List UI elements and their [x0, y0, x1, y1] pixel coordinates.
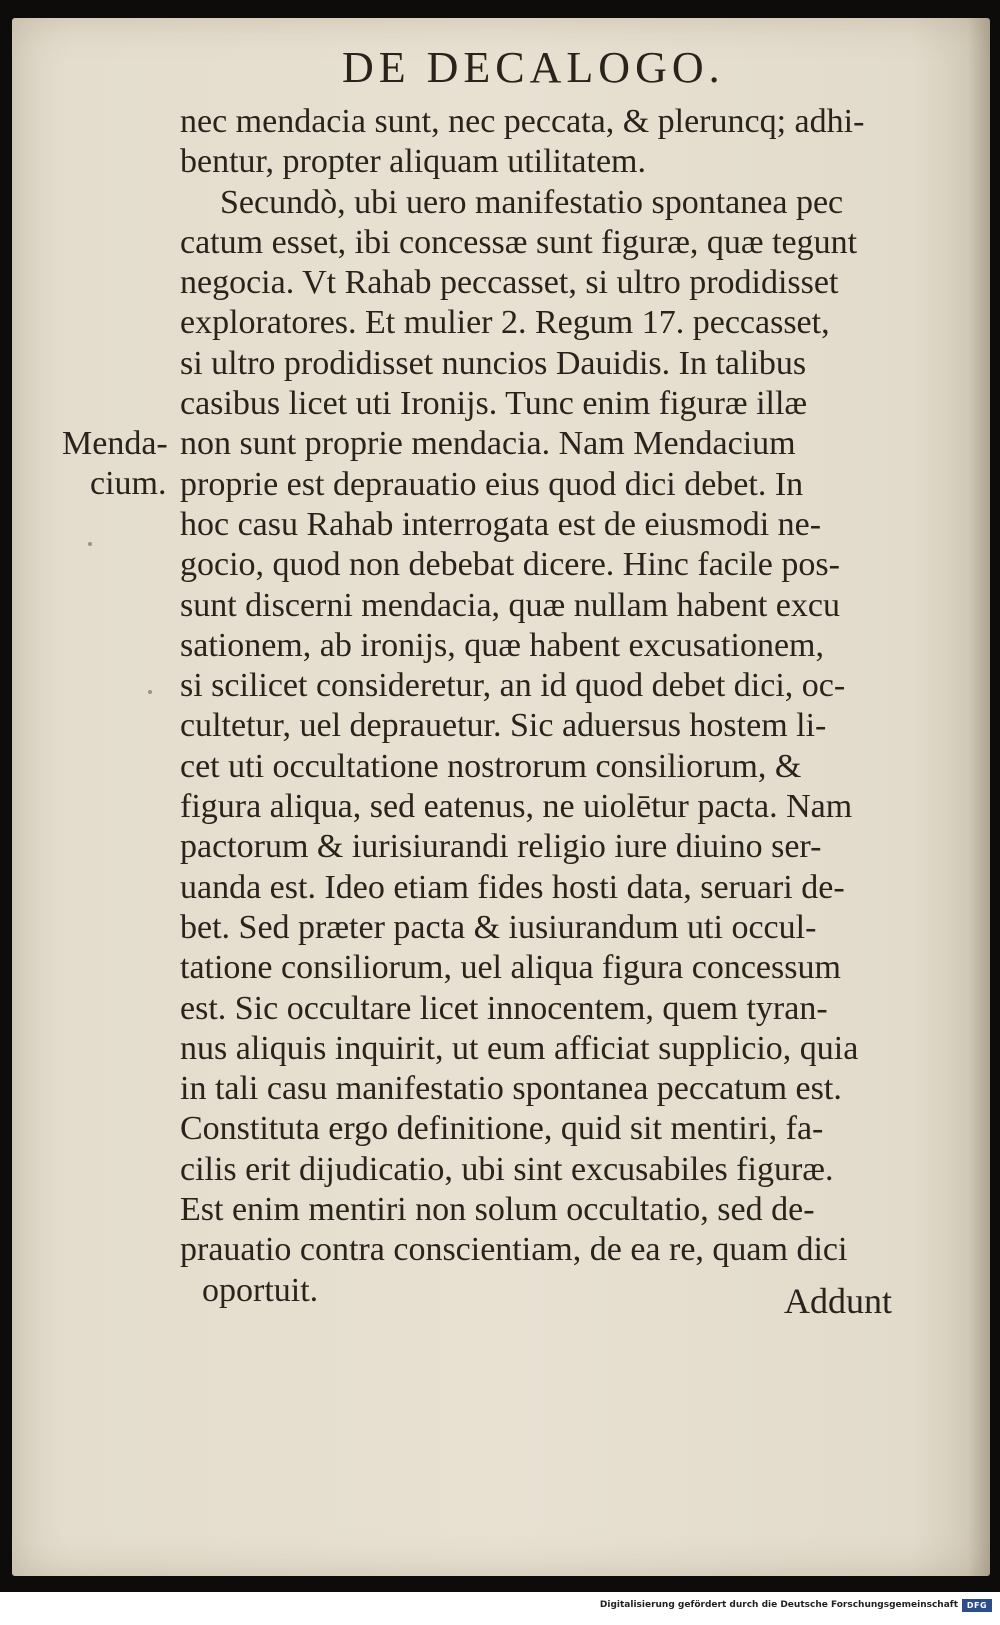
text-line: oportuit. [202, 1271, 319, 1309]
text-line: bentur, propter aliquam utilitatem. [180, 143, 647, 181]
margin-note-line: cium. [90, 465, 167, 502]
running-head: DE DECALOGO. [342, 43, 725, 92]
text-line: prauatio contra conscientiam, de ea re, quam dici [180, 1231, 848, 1269]
text-line: Est enim mentiri non solum occultatio, sed de- [180, 1191, 815, 1229]
text-line: gocio, quod non debebat dicere. Hinc facile pos- [180, 546, 840, 584]
text-line: negocia. Vt Rahab peccasset, si ultro prodidisset [180, 264, 839, 302]
text-line: nec mendacia sunt, nec peccata, & pleruncq; adhi- [180, 103, 865, 140]
text-line: catum esset, ibi concessæ sunt figuræ, quæ tegunt [180, 223, 858, 261]
text-line: exploratores. Et mulier 2. Regum 17. peccasset, [180, 304, 830, 342]
text-line: sationem, ab ironijs, quæ habent excusationem, [180, 626, 824, 664]
body-text [180, 102, 932, 1311]
text-line: cultetur, uel deprauetur. Sic aduersus hostem li- [180, 707, 827, 745]
margin-note [62, 424, 192, 504]
text-line: proprie est deprauatio eius quod dici debet. In [180, 465, 804, 503]
text-line: si scilicet consideretur, an id quod debet dici, oc- [180, 667, 846, 705]
margin-note-line: Menda- [62, 425, 168, 462]
text-line: uanda est. Ideo etiam fides hosti data, seruari de- [180, 868, 845, 906]
text-line: cet uti occultatione nostrorum consiliorum, & [180, 747, 802, 785]
text-line: est. Sic occultare licet innocentem, quem tyran- [180, 989, 828, 1027]
text-line: casibus licet uti Ironijs. Tunc enim figuræ illæ [180, 385, 808, 423]
text-line: si ultro prodidisset nuncios Dauidis. In talibus [180, 344, 807, 382]
text-line: sunt discerni mendacia, quæ nullam habent excu [180, 586, 840, 624]
digitization-credit: Digitalisierung gefördert durch die Deutsche Forschungsgemeinschaft [599, 1600, 958, 1610]
text-line: in tali casu manifestatio spontanea peccatum est. [180, 1070, 842, 1108]
text-line: nus aliquis inquirit, ut eum afficiat supplicio, quia [180, 1029, 859, 1067]
text-line: non sunt proprie mendacia. Nam Mendacium [180, 425, 796, 463]
text-line: cilis erit dijudicatio, ubi sint excusabiles figuræ. [180, 1150, 834, 1188]
book-page [12, 18, 990, 1576]
dfg-logo: DFG [962, 1599, 992, 1612]
text-line: tatione consiliorum, uel aliqua figura concessum [180, 949, 841, 987]
text-line: bet. Sed præter pacta & iusiurandum uti occul- [180, 908, 817, 946]
text-line: Secundò, ubi uero manifestatio spontanea pec [220, 183, 844, 221]
text-line: hoc casu Rahab interrogata est de eiusmodi ne- [180, 505, 822, 543]
text-line: pactorum & iurisiurandi religio iure diuino ser- [180, 828, 822, 866]
text-line: Constituta ergo definitione, quid sit mentiri, fa- [180, 1110, 824, 1148]
text-line: figura aliqua, sed eatenus, ne uiolētur pacta. Nam [180, 788, 853, 826]
catchword: Addunt [784, 1281, 892, 1321]
